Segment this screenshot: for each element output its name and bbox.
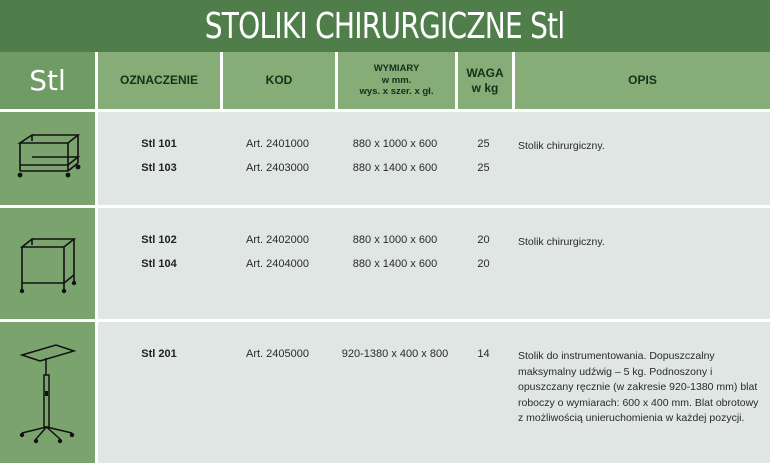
row2-code-1: Stl 102 <box>141 234 177 246</box>
row3-weight-1: 14 <box>477 348 490 360</box>
trolley-two-shelf-icon <box>0 109 98 205</box>
row2-codes <box>98 205 220 319</box>
row3-dims <box>335 319 455 463</box>
header-waga <box>455 52 512 109</box>
header-wymiary-line1: WYMIARY <box>373 63 420 75</box>
row2-art-1: Art. 2402000 <box>246 234 309 246</box>
row1-arts <box>220 109 335 205</box>
row3-code-1: Stl 201 <box>141 348 177 360</box>
row2-weight-1: 20 <box>477 234 490 246</box>
row2-description <box>512 205 770 319</box>
header-kod: KOD <box>220 52 335 109</box>
trolley-single-shelf-icon <box>0 205 98 319</box>
row3-arts <box>220 319 335 463</box>
row1-dims-1: 880 x 1000 x 600 <box>352 138 438 150</box>
row1-code-1: Stl 101 <box>141 138 177 150</box>
row2-weight-2: 20 <box>477 258 490 270</box>
row1-weight-1: 25 <box>477 138 490 150</box>
row3-art-1: Art. 2405000 <box>246 348 309 360</box>
row1-weights <box>455 109 512 205</box>
row1-dims-2: 880 x 1400 x 600 <box>352 162 438 174</box>
row3-codes <box>98 319 220 463</box>
page-title: STOLIKI CHIRURGICZNE Stl <box>205 5 565 47</box>
header-waga-line2: w kg <box>471 80 499 95</box>
row3-dims-1: 920-1380 x 400 x 800 <box>341 348 449 360</box>
row2-weights <box>455 205 512 319</box>
header-opis: OPIS <box>512 52 770 109</box>
row1-weight-2: 25 <box>477 162 490 174</box>
row2-dims <box>335 205 455 319</box>
instrument-stand-icon <box>0 319 98 463</box>
header-oznaczenie: OZNACZENIE <box>98 52 220 109</box>
row3-description <box>512 319 770 463</box>
header-waga-line1: WAGA <box>466 66 504 81</box>
row1-description-text: Stolik chirurgiczny. <box>518 140 605 152</box>
title-bar <box>0 0 770 52</box>
row2-arts <box>220 205 335 319</box>
header-wymiary-line3: wys. x szer. x gł. <box>359 86 434 98</box>
row1-description <box>512 109 770 205</box>
row3-description-text: Stolik do instrumentowania. Dopuszczalny maksymalny udźwig – 5 kg. Podnoszony i opuszczany ręcznie (w zakresie 920-1380 mm) blat roboczy o wymiarach: 600 x 400 mm. Blat obrotowy z możliwością unieruchomienia w każdej pozycji. <box>518 350 759 424</box>
row1-art-1: Art. 2401000 <box>246 138 309 150</box>
row2-dims-2: 880 x 1400 x 600 <box>352 258 438 270</box>
row1-code-2: Stl 103 <box>141 162 177 174</box>
row2-art-2: Art. 2404000 <box>246 258 309 270</box>
row1-codes <box>98 109 220 205</box>
row2-code-2: Stl 104 <box>141 258 177 270</box>
row2-description-text: Stolik chirurgiczny. <box>518 236 605 248</box>
row3-weights <box>455 319 512 463</box>
header-wymiary-line2: w mm. <box>381 74 412 86</box>
row1-dims <box>335 109 455 205</box>
header-stl: Stl <box>0 52 98 109</box>
row2-dims-1: 880 x 1000 x 600 <box>352 234 438 246</box>
header-wymiary <box>335 52 455 109</box>
row1-art-2: Art. 2403000 <box>246 162 309 174</box>
product-table <box>0 52 770 463</box>
